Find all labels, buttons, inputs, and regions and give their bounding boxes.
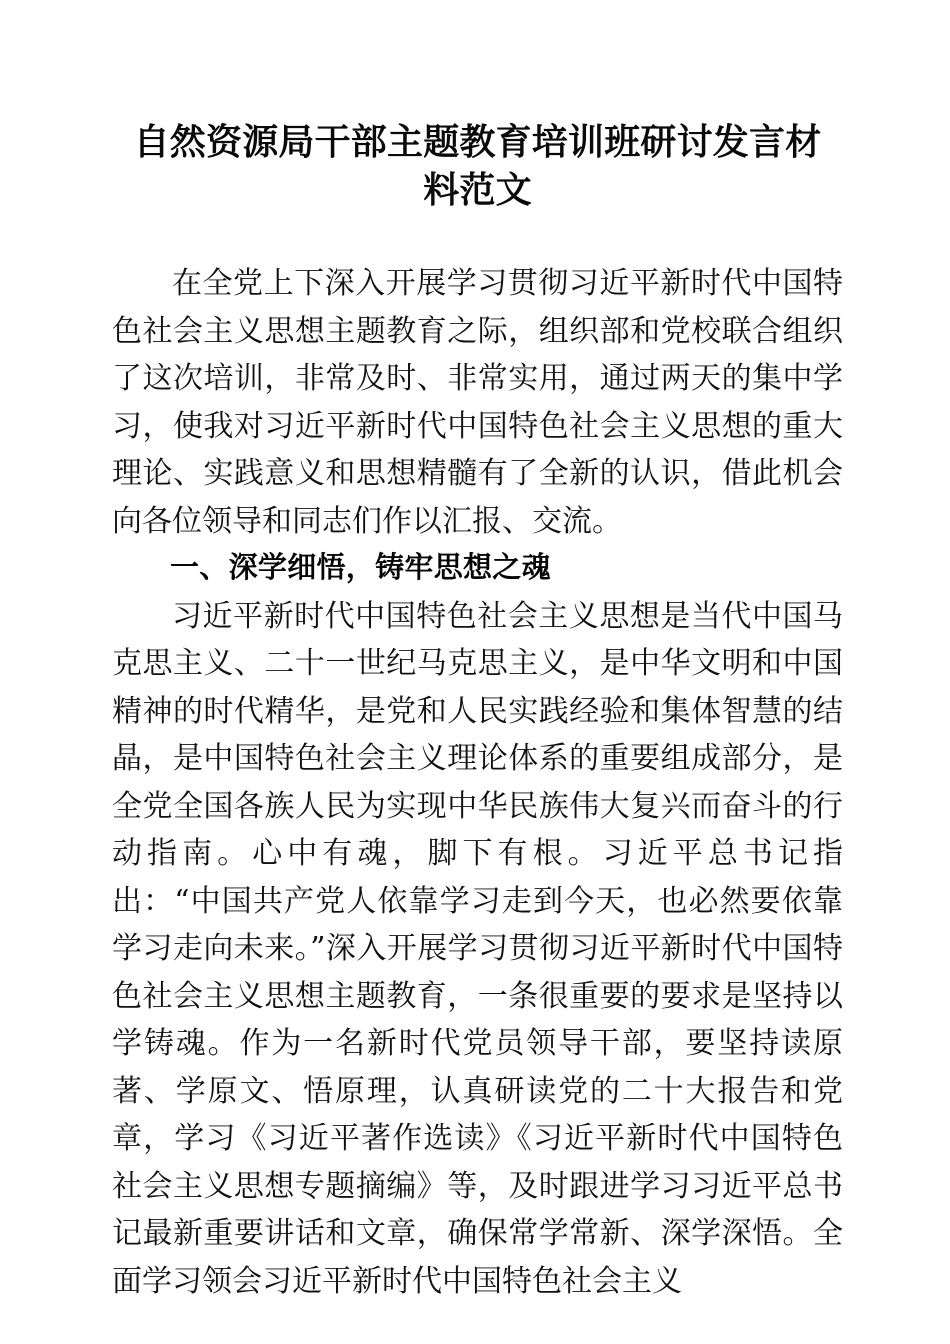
title-body-spacer bbox=[112, 214, 843, 260]
page-title-line-1: 自然资源局干部主题教育培训班研讨发言材料 bbox=[133, 122, 822, 210]
page-title-line-2: 范文 bbox=[459, 170, 532, 210]
page-title bbox=[112, 118, 843, 214]
section-one-paragraph: 习近平新时代中国特色社会主义思想是当代中国马克思主义、二十一世纪马克思主义，是中华文明和中国精神的时代精华，是党和人民实践经验和集体智慧的结晶，是中国特色社会主义理论体系的重要组成部分，是全党全国各族人民为实现中华民族伟大复兴而奋斗的行动指南。心中有魂，脚下有根。习近平总书记指出：“中国共产党人依靠学习走到今天，也必然要依靠学习走向未来。”深入开展学习贯彻习近平新时代中国特色社会主义思想主题教育，一条很重要的要求是坚持以学铸魂。作为一名新时代党员领导干部，要坚持读原著、学原文、悟原理，认真研读党的二十大报告和党章，学习《习近平著作选读》《习近平新时代中国特色社会主义思想专题摘编》等，及时跟进学习习近平总书记最新重要讲话和文章，确保常学常新、深学深悟。全面学习领会习近平新时代中国特色社会主义 bbox=[112, 598, 843, 1299]
intro-paragraph: 在全党上下深入开展学习贯彻习近平新时代中国特色社会主义思想主题教育之际，组织部和党校联合组织了这次培训，非常及时、非常实用，通过两天的集中学习，使我对习近平新时代中国特色社会主义思想的重大理论、实践意义和思想精髓有了全新的认识，借此机会向各位领导和同志们作以汇报、交流。 bbox=[112, 266, 843, 539]
document-content bbox=[112, 118, 843, 1305]
section-heading-one: 一、深学细悟，铸牢思想之魂 bbox=[170, 552, 551, 584]
